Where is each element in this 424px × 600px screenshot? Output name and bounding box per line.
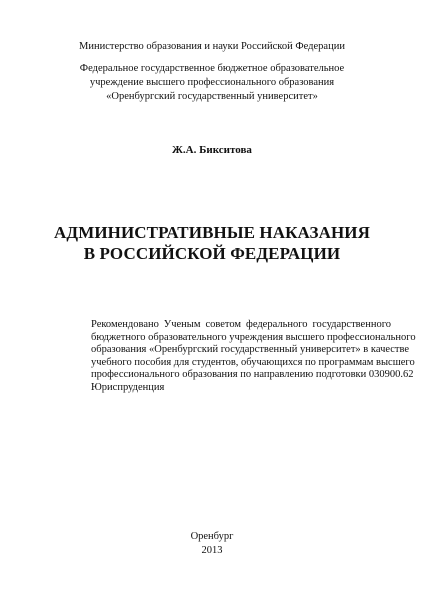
recommendation-line: Рекомендовано Ученым советом федерального государственного [91, 319, 391, 330]
institution-line: «Оренбургский государственный университет» [106, 91, 318, 102]
recommendation-line: профессионального образования по направлению подготовки 030900.62 [91, 369, 414, 381]
ministry-name: Министерство образования и науки Российской Федерации [79, 41, 345, 52]
author-name: Ж.А. Бикситова [172, 144, 252, 156]
recommendation-line: образования «Оренбургский государственный университет» в качестве [91, 344, 410, 356]
publication-year: 2013 [201, 545, 223, 556]
recommendation-line: бюджетного образовательного учреждения высшего профессионального [91, 331, 416, 343]
recommendation-line: учебного пособия для студентов, обучающихся по программам высшего [91, 356, 415, 368]
institution-line: Федеральное государственное бюджетное образовательное [79, 63, 345, 74]
recommendation-line: Юриспруденция [91, 381, 165, 393]
recommendation-text [91, 319, 416, 395]
book-title [20, 222, 404, 264]
publication-city: Оренбург [190, 531, 234, 542]
institution-line: учреждение высшего профессионального образования [89, 77, 335, 88]
title-line: АДМИНИСТРАТИВНЫЕ НАКАЗАНИЯ [54, 223, 370, 242]
institution-name [40, 62, 384, 104]
title-line: В РОССИЙСКОЙ ФЕДЕРАЦИИ [83, 244, 341, 263]
